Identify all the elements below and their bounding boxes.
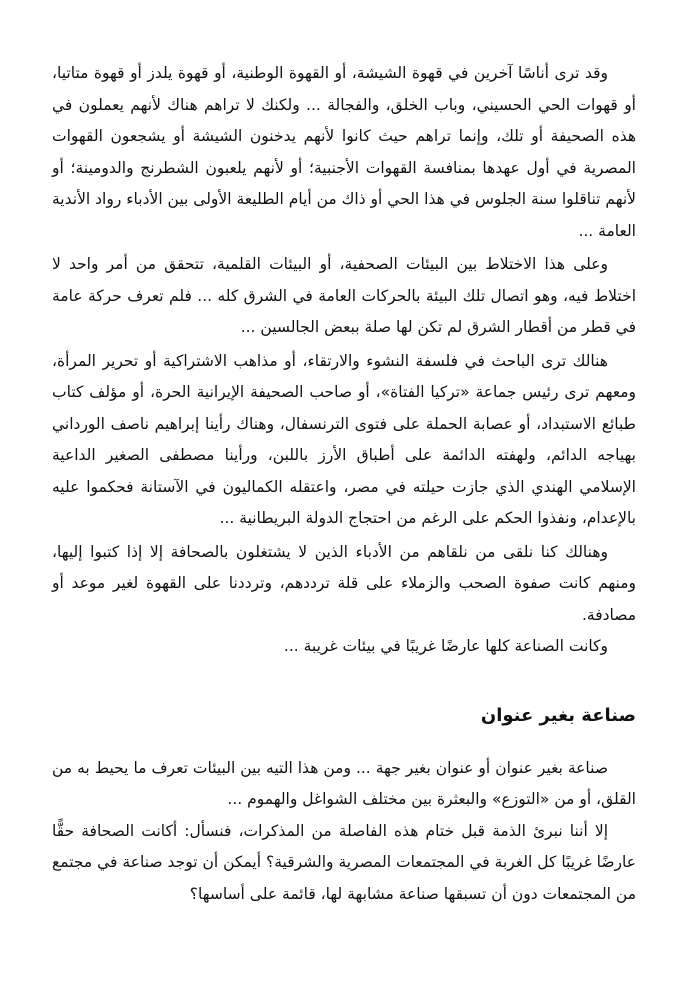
paragraph-writers: وهنالك كنا نلقى من نلقاهم من الأدباء الذين لا يشتغلون بالصحافة إلا إذا كتبوا إليها، ومنهم كانت صفوة الصحب والزملاء على قلة ترددهم، وترددنا على القهوة لغير موعد أو مصادفة. <box>52 542 636 624</box>
paragraph-untitled-craft: صناعة بغير عنوان أو عنوان بغير جهة ... ومن هذا التيه بين البيئات تعرف ما يحيط به من القلق، أو من «التوزع» والبعثرة بين مختلف الشواغل والهموم ... <box>52 758 636 808</box>
paragraph-researchers: هنالك ترى الباحث في فلسفة النشوء والارتقاء، أو مذاهب الاشتراكية أو تحرير المرأة، ومعهم ترى رئيس جماعة «تركيا الفتاة»، أو صاحب الصحيفة الإيرانية الحرة، أو مؤلف كتاب طبائع الاستبداد، أو عصابة الحملة على فتوى الترنسفال، وهناك رأينا إبراهيم ناصف الورداني بهياجه الدائم، ولهفته الدائمة على أطباق الأرز باللبن، ورأينا مصطفى الصغير الداعية الإسلامي الهندي الذي جازت حيلته في مصر، واعتقله الكماليون في الآستانة فحكموا عليه بالإعدام، ونفذوا الحكم على الرغم من احتجاج الدولة البريطانية ... <box>52 351 636 527</box>
paragraph-craft-foreign: وكانت الصناعة كلها عارضًا غريبًا في بيئات غريبة ... <box>283 637 608 655</box>
document-page <box>52 58 636 910</box>
paragraph-mixing-environments: وعلى هذا الاختلاط بين البيئات الصحفية، أو البيئات القلمية، تتحقق من أمر واحد لا اختلاط فيه، وهو اتصال تلك البيئة بالحركات العامة في الشرق كله ... فلم تعرف حركة عامة في قطر من أقطار الشرق لم تكن لها صلة ببعض الجالسين ... <box>52 255 636 336</box>
section-heading: صناعة بغير عنوان <box>480 704 636 726</box>
paragraph-coffeehouses: وقد ترى أناسًا آخرين في قهوة الشيشة، أو القهوة الوطنية، أو قهوة يلدز أو قهوة متاتيا، أو قهوات الحي الحسيني، وباب الخلق، والفجالة ... ولكنك لا تراهم هناك لأنهم يعملون في هذه الصحيفة أو تلك، وإنما تراهم حيث كانوا لأنهم يدخنون الشيشة أو يشجعون القهوات المصرية في أول عهدها بمنافسة القهوات الأجنبية؛ أو لأنهم يلعبون الشطرنج والدومينة؛ أو لأنهم تناقلوا سنة الجلوس في هذا الحي أو ذاك من أيام الطليعة الأولى بين الأدباء رواد الأندية العامة ... <box>52 64 636 240</box>
paragraph-question: إلا أننا نبرئ الذمة قبل ختام هذه الفاصلة من المذكرات، فنسأل: أكانت الصحافة حقًّا عارضًا غريبًا كل الغربة في المجتمعات المصرية والشرقية؟ أيمكن أن توجد صناعة في مجتمع من المجتمعات دون أن تسبقها صناعة مشابهة لها، قائمة على أساسها؟ <box>52 821 636 903</box>
